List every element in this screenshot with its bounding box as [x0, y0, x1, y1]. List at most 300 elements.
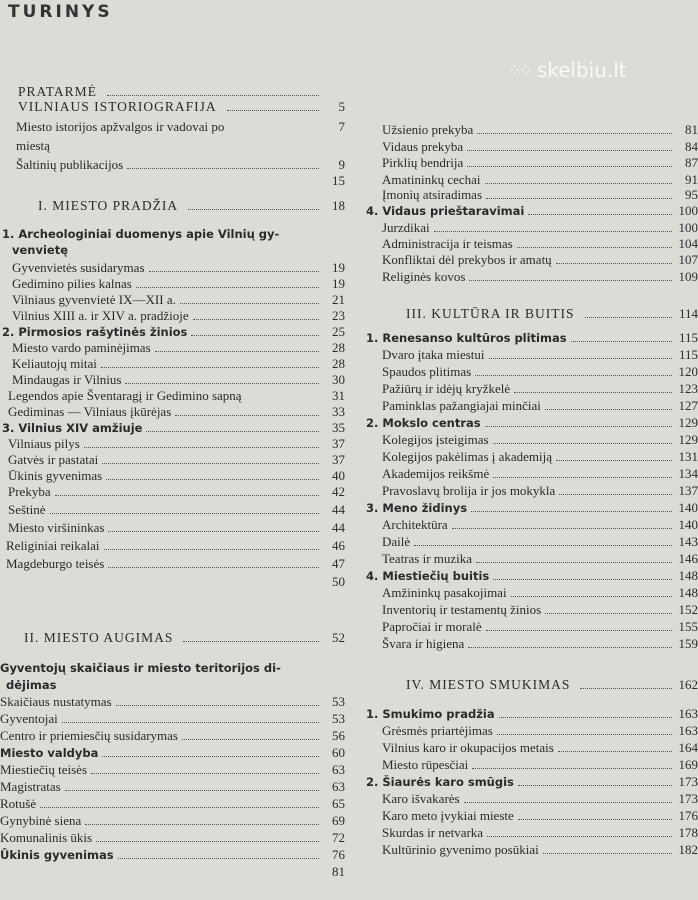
toc-entry-title: 3. Meno židinys: [366, 501, 468, 515]
toc-entry: [12, 372, 345, 388]
toc-entry: [6, 556, 345, 572]
toc-entry: [382, 740, 698, 756]
toc-entry: [366, 568, 698, 584]
leader-dots: [228, 119, 319, 130]
toc-entry: [382, 398, 698, 414]
toc-entry-page: 28: [332, 340, 345, 355]
toc-entry: [382, 517, 698, 533]
leader-dots: [108, 520, 319, 532]
toc-entry-title: Gedimino pilies kalnas: [12, 276, 132, 291]
leader-dots: [193, 308, 319, 320]
leader-dots: [283, 226, 319, 237]
toc-entry: [366, 500, 698, 516]
toc-entry-page: 76: [332, 847, 345, 862]
leader-dots: [499, 706, 672, 718]
toc-entry-page: 129: [678, 415, 698, 430]
toc-entry-title: Vilnius XIII a. ir XIV a. pradžioje: [12, 308, 189, 323]
toc-entry: [12, 292, 345, 308]
leader-dots: [84, 436, 319, 448]
leader-dots: [65, 779, 319, 791]
leader-dots: [50, 502, 319, 514]
toc-entry: [366, 330, 698, 346]
toc-entry: [16, 119, 345, 135]
toc-entry-page: 53: [332, 711, 345, 726]
toc-entry-title: Švara ir higiena: [382, 636, 465, 651]
toc-entry: [382, 825, 698, 841]
toc-entry-page: 81: [332, 864, 345, 879]
leader-dots: [118, 847, 319, 859]
toc-entry-title: Gyventojai: [0, 711, 58, 726]
toc-entry-page: 69: [332, 813, 345, 828]
toc-entry: [382, 122, 698, 138]
toc-entry: [382, 842, 698, 858]
toc-entry-page: 81: [685, 122, 698, 137]
toc-entry-page: 148: [678, 585, 698, 600]
toc-entry-title: 4. Vidaus prieštaravimai: [366, 204, 525, 218]
leader-dots: [136, 276, 319, 288]
leader-dots: [485, 172, 672, 184]
toc-entry-page: 53: [332, 694, 345, 709]
toc-entry: [382, 551, 698, 567]
toc-entry-page: 163: [678, 706, 698, 721]
toc-entry: [2, 226, 345, 242]
toc-entry-page: 19: [332, 260, 345, 275]
leader-dots: [571, 330, 672, 342]
toc-entry-page: 33: [332, 404, 345, 419]
leader-dots: [517, 236, 672, 248]
toc-entry: [406, 677, 698, 693]
leader-dots: [104, 538, 320, 550]
leader-dots: [146, 420, 319, 432]
toc-entry-title: 2. Pirmosios rašytinės žinios: [2, 325, 188, 339]
leader-dots: [55, 484, 319, 496]
toc-entry-title: Karo išvakarės: [382, 791, 460, 806]
toc-entry: [8, 484, 345, 500]
toc-entry: [6, 538, 345, 554]
toc-entry-title: Miesto valdyba: [0, 746, 99, 760]
toc-entry-title: Religiniai reikalai: [6, 538, 100, 553]
toc-entry: [16, 173, 345, 189]
leader-dots: [518, 808, 672, 820]
toc-entry: [382, 432, 698, 448]
toc-entry-page: 140: [678, 500, 698, 515]
toc-entry: [382, 449, 698, 465]
toc-entry-page: 140: [678, 517, 698, 532]
toc-entry-page: 163: [678, 723, 698, 738]
toc-entry-page: 9: [338, 157, 345, 172]
toc-entry-page: 44: [332, 502, 345, 517]
toc-entry-title: Akademijos reikšmė: [382, 466, 490, 481]
toc-entry-title: Legendos apie Šventaragį ir Gedimino sapną: [8, 388, 242, 403]
leader-dots: [585, 306, 673, 318]
toc-entry: [382, 757, 698, 773]
toc-entry-title: Vilnius karo ir okupacijos metais: [382, 740, 554, 755]
toc-entry-title: Užsienio prekyba: [382, 122, 474, 137]
leader-dots: [545, 602, 672, 614]
leader-dots: [62, 711, 319, 723]
toc-entry: [18, 84, 345, 100]
leader-dots: [477, 122, 672, 134]
toc-entry-page: 155: [678, 619, 698, 634]
toc-entry-title: Architektūra: [382, 517, 448, 532]
leader-dots: [96, 830, 319, 842]
toc-entry-title: Amatininkų cechai: [382, 172, 481, 187]
toc-entry-title: Miestiečių teisės: [0, 762, 88, 777]
toc-entry: [18, 99, 345, 115]
toc-entry-page: 131: [678, 449, 698, 464]
toc-entry-page: 107: [678, 252, 698, 267]
leader-dots: [580, 677, 672, 689]
toc-entry: [2, 324, 345, 340]
toc-entry-page: 30: [332, 372, 345, 387]
toc-entry-page: 72: [332, 830, 345, 845]
toc-entry-page: 115: [678, 330, 698, 345]
leader-dots: [545, 398, 672, 410]
leader-dots: [108, 556, 319, 568]
leader-dots: [487, 825, 672, 837]
toc-entry-title: Karo meto įvykiai mieste: [382, 808, 514, 823]
toc-entry-title: Pirklių bendrija: [382, 155, 464, 170]
toc-entry: [382, 791, 698, 807]
toc-entry-page: 18: [332, 198, 345, 213]
toc-entry-page: 91: [685, 172, 698, 187]
toc-entry: [2, 420, 345, 436]
toc-entry-page: 152: [678, 602, 698, 617]
toc-entry-title: Gynybinė siena: [0, 813, 82, 828]
toc-entry: [0, 847, 345, 863]
leader-dots: [559, 483, 672, 495]
leader-dots: [464, 791, 672, 803]
toc-entry-page: 15: [332, 173, 345, 188]
toc-entry-page: 159: [678, 636, 698, 651]
leader-dots: [101, 356, 319, 368]
toc-entry: [382, 466, 698, 482]
toc-entry-page: 143: [678, 534, 698, 549]
toc-entry: [8, 520, 345, 536]
toc-entry-title: I. MIESTO PRADŽIA: [38, 198, 179, 213]
toc-entry: [366, 415, 698, 431]
toc-entry-title: Grėsmės priartėjimas: [382, 723, 493, 738]
toc-entry: [382, 808, 698, 824]
toc-entry-title: Komunalinis ūkis: [0, 830, 93, 845]
leader-dots: [489, 347, 672, 359]
toc-entry: [382, 172, 698, 188]
toc-entry-page: 44: [332, 520, 345, 535]
toc-entry: [8, 468, 345, 484]
toc-entry: [8, 452, 345, 468]
toc-entry-page: 87: [685, 155, 698, 170]
toc-entry-title: VILNIAUS ISTORIOGRAFIJA: [18, 99, 217, 114]
toc-entry-page: 162: [678, 677, 698, 692]
toc-entry-title: Miesto rūpesčiai: [382, 757, 469, 772]
leader-dots: [476, 551, 672, 563]
leader-dots: [102, 452, 319, 464]
toc-entry: [8, 436, 345, 452]
leader-dots: [556, 449, 672, 461]
toc-entry: [24, 630, 345, 646]
toc-entry-continuation: venvietę: [12, 243, 69, 257]
leader-dots: [511, 585, 672, 597]
toc-entry: [0, 864, 345, 880]
leader-dots: [127, 157, 319, 169]
toc-entry-title: III. KULTŪRA IR BUITIS: [406, 306, 575, 321]
toc-entry-title: Dailė: [382, 534, 411, 549]
toc-entry-title: Ūkinis gyvenimas: [0, 848, 114, 862]
toc-entry-title: 1. Smukimo pradžia: [366, 707, 495, 721]
toc-entry-title: Gatvės ir pastatai: [8, 452, 99, 467]
toc-entry-title: Religinės kovos: [382, 269, 466, 284]
toc-entry-title: IV. MIESTO SMUKIMAS: [406, 677, 571, 692]
toc-entry-title: Pažiūrų ir idėjų kryžkelė: [382, 381, 511, 396]
toc-entry-title: Centro ir priemiesčių susidarymas: [0, 728, 178, 743]
toc-entry: [8, 404, 345, 420]
toc-entry-title: Ūkinis gyvenimas: [8, 468, 103, 483]
toc-entry: [0, 660, 345, 676]
leader-dots: [180, 292, 319, 304]
leader-dots: [175, 404, 319, 416]
toc-entry-title: Kolegijos įsteigimas: [382, 432, 489, 447]
toc-entry-page: 123: [678, 381, 698, 396]
toc-entry: [382, 585, 698, 601]
leader-dots: [486, 187, 672, 199]
toc-entry-page: 65: [332, 796, 345, 811]
dots-logo-icon: ⁘⁘: [508, 60, 531, 80]
toc-entry-page: 5: [338, 99, 345, 114]
toc-entry: [12, 308, 345, 324]
toc-entry-page: 129: [678, 432, 698, 447]
toc-entry-page: 42: [332, 484, 345, 499]
toc-entry-page: 146: [678, 551, 698, 566]
leader-dots: [475, 364, 672, 376]
toc-entry-title: Administracija ir teismas: [382, 236, 513, 251]
watermark: [508, 58, 627, 82]
toc-entry-title: PRATARMĖ: [18, 84, 97, 99]
toc-entry: [38, 198, 345, 214]
leader-dots: [227, 99, 319, 111]
leader-dots: [414, 534, 672, 546]
toc-entry: [382, 723, 698, 739]
toc-entry: [366, 706, 698, 722]
toc-entry-page: 100: [678, 203, 698, 218]
toc-entry-title: II. MIESTO AUGIMAS: [24, 630, 174, 645]
toc-entry-page: 178: [678, 825, 698, 840]
toc-entry-title: Mindaugas ir Vilnius: [12, 372, 122, 387]
leader-dots: [191, 324, 319, 336]
toc-entry-page: 23: [332, 308, 345, 323]
leader-dots: [556, 252, 672, 264]
toc-entry-page: 176: [678, 808, 698, 823]
toc-entry-page: 31: [332, 388, 345, 403]
toc-entry-title: Prekyba: [8, 484, 51, 499]
toc-entry: [12, 276, 345, 292]
toc-entry-title: Kultūrinio gyvenimo posūkiai: [382, 842, 539, 857]
toc-entry-page: 173: [678, 791, 698, 806]
toc-entry-page: 100: [678, 220, 698, 235]
toc-entry-title: Teatras ir muzika: [382, 551, 473, 566]
toc-entry-title: Skaičiaus nustatymas: [0, 694, 112, 709]
toc-entry-title: Magdeburgo teisės: [6, 556, 105, 571]
toc-entry-title: 3. Vilnius XIV amžiuje: [2, 421, 143, 435]
toc-entry-page: 137: [678, 483, 698, 498]
toc-entry-page: 134: [678, 466, 698, 481]
toc-entry-page: 35: [332, 420, 345, 435]
toc-entry: [382, 534, 698, 550]
watermark-text: skelbiu.lt: [536, 58, 627, 82]
leader-dots: [467, 139, 672, 151]
toc-entry: [0, 762, 345, 778]
toc-entry: [6, 574, 345, 590]
toc-entry: [382, 187, 698, 203]
leader-dots: [493, 466, 672, 478]
toc-entry-page: 127: [678, 398, 698, 413]
toc-entry-title: Skurdas ir netvarka: [382, 825, 484, 840]
leader-dots: [543, 842, 672, 854]
toc-entry-page: 50: [332, 574, 345, 589]
toc-entry: [382, 139, 698, 155]
toc-entry: [16, 157, 345, 173]
toc-entry-title: Miesto vardo paminėjimas: [12, 340, 151, 355]
toc-entry-title: Jurzdikai: [382, 220, 430, 235]
toc-entry: [382, 155, 698, 171]
toc-entry-title: Dvaro įtaka miestui: [382, 347, 485, 362]
toc-entry: [382, 269, 698, 285]
leader-dots: [182, 728, 319, 740]
leader-dots: [149, 260, 319, 272]
toc-entry: [382, 483, 698, 499]
toc-entry: [0, 779, 345, 795]
toc-entry-title: Seštinė: [8, 502, 46, 517]
toc-entry: [0, 796, 345, 812]
leader-dots: [528, 203, 672, 215]
toc-entry-title: Gyvenvietės susidarymas: [12, 260, 145, 275]
toc-entry: [8, 502, 345, 518]
toc-entry-continuation: dėjimas: [6, 678, 57, 692]
toc-entry-page: 46: [332, 538, 345, 553]
toc-entry-title: Konfliktai dėl prekybos ir amatų: [382, 252, 552, 267]
toc-entry-page: 63: [332, 779, 345, 794]
leader-dots: [116, 694, 319, 706]
toc-entry-page: 28: [332, 356, 345, 371]
leader-dots: [469, 269, 672, 281]
leader-dots: [40, 796, 319, 808]
toc-entry-title: Gyventojų skaičiaus ir miesto teritorijos di-: [0, 661, 281, 675]
leader-dots: [467, 155, 672, 167]
toc-entry-page: 114: [678, 306, 698, 321]
toc-entry: [366, 774, 698, 790]
leader-dots: [155, 340, 319, 352]
toc-entry-title: Magistratas: [0, 779, 61, 794]
toc-entry-title: 1. Archeologiniai duomenys apie Vilnių gy-: [2, 227, 280, 241]
toc-entry-title: Amžininkų pasakojimai: [382, 585, 507, 600]
toc-entry-page: 173: [678, 774, 698, 789]
leader-dots: [468, 636, 672, 648]
toc-entry: [0, 711, 345, 727]
toc-entry: [0, 694, 345, 710]
toc-entry-title: 2. Mokslo centras: [366, 416, 481, 430]
toc-entry-title: Spaudos plitimas: [382, 364, 472, 379]
toc-entry-page: 60: [332, 745, 345, 760]
toc-entry: [12, 340, 345, 356]
toc-entry-title: Paminklas pažangiajai minčiai: [382, 398, 541, 413]
toc-entry-title: 1. Renesanso kultūros plitimas: [366, 331, 567, 345]
toc-entry: [0, 745, 345, 761]
leader-dots: [10, 574, 319, 585]
toc-entry-page: 63: [332, 762, 345, 777]
toc-entry: [382, 364, 698, 380]
toc-entry: [382, 636, 698, 652]
leader-dots: [485, 415, 672, 427]
toc-entry-title: Įmonių atsiradimas: [382, 187, 483, 202]
leader-dots: [125, 372, 319, 384]
toc-entry-page: 21: [332, 292, 345, 307]
toc-entry: [12, 260, 345, 276]
toc-entry-page: 104: [678, 236, 698, 251]
toc-entry-page: 19: [332, 276, 345, 291]
leader-dots: [106, 468, 319, 480]
leader-dots: [434, 220, 672, 232]
toc-entry: [366, 203, 698, 219]
leader-dots: [183, 630, 319, 642]
toc-entry: [382, 347, 698, 363]
toc-entry: [0, 728, 345, 744]
leader-dots: [85, 813, 319, 825]
toc-entry-title: Inventorių ir testamentų žinios: [382, 602, 542, 617]
toc-entry-title: Šaltinių publikacijos: [16, 157, 124, 172]
toc-entry-page: 109: [678, 269, 698, 284]
toc-entry-title: Gediminas — Vilniaus įkūrėjas: [8, 404, 172, 419]
leader-dots: [514, 381, 672, 393]
toc-entry-page: 95: [685, 187, 698, 202]
toc-entry-page: 56: [332, 728, 345, 743]
leader-dots: [285, 660, 319, 671]
toc-entry-page: 25: [332, 324, 345, 339]
toc-entry-title: Miesto viršininkas: [8, 520, 105, 535]
toc-entry-page: 84: [685, 139, 698, 154]
toc-entry-page: 164: [678, 740, 698, 755]
toc-entry-page: 148: [678, 568, 698, 583]
toc-entry: [8, 388, 345, 404]
toc-entry-page: 115: [678, 347, 698, 362]
toc-entry-title: 2. Šiaurės karo smūgis: [366, 775, 514, 789]
toc-entry: [382, 602, 698, 618]
leader-dots: [102, 745, 319, 757]
leader-dots: [493, 432, 672, 444]
leader-dots: [4, 864, 319, 875]
toc-entry-page: 37: [332, 452, 345, 467]
toc-entry: [382, 236, 698, 252]
leader-dots: [486, 619, 672, 631]
leader-dots: [497, 723, 672, 735]
toc-entry-continuation: miestą: [16, 138, 50, 153]
leader-dots: [91, 762, 319, 774]
toc-entry-title: Pravoslavų brolija ir jos mokykla: [382, 483, 556, 498]
toc-entry-title: 4. Miestiečių buitis: [366, 569, 490, 583]
leader-dots: [472, 757, 672, 769]
toc-entry: [382, 381, 698, 397]
leader-dots: [452, 517, 672, 529]
leader-dots: [246, 388, 319, 399]
leader-dots: [558, 740, 672, 752]
toc-entry-title: Kolegijos pakėlimas į akademiją: [382, 449, 553, 464]
leader-dots: [471, 500, 672, 512]
toc-entry: [382, 252, 698, 268]
toc-entry-title: Vilniaus pilys: [8, 436, 80, 451]
toc-entry-page: 182: [678, 842, 698, 857]
leader-dots: [518, 774, 672, 786]
toc-entry: [12, 356, 345, 372]
leader-dots: [188, 198, 319, 210]
toc-entry-page: 37: [332, 436, 345, 451]
